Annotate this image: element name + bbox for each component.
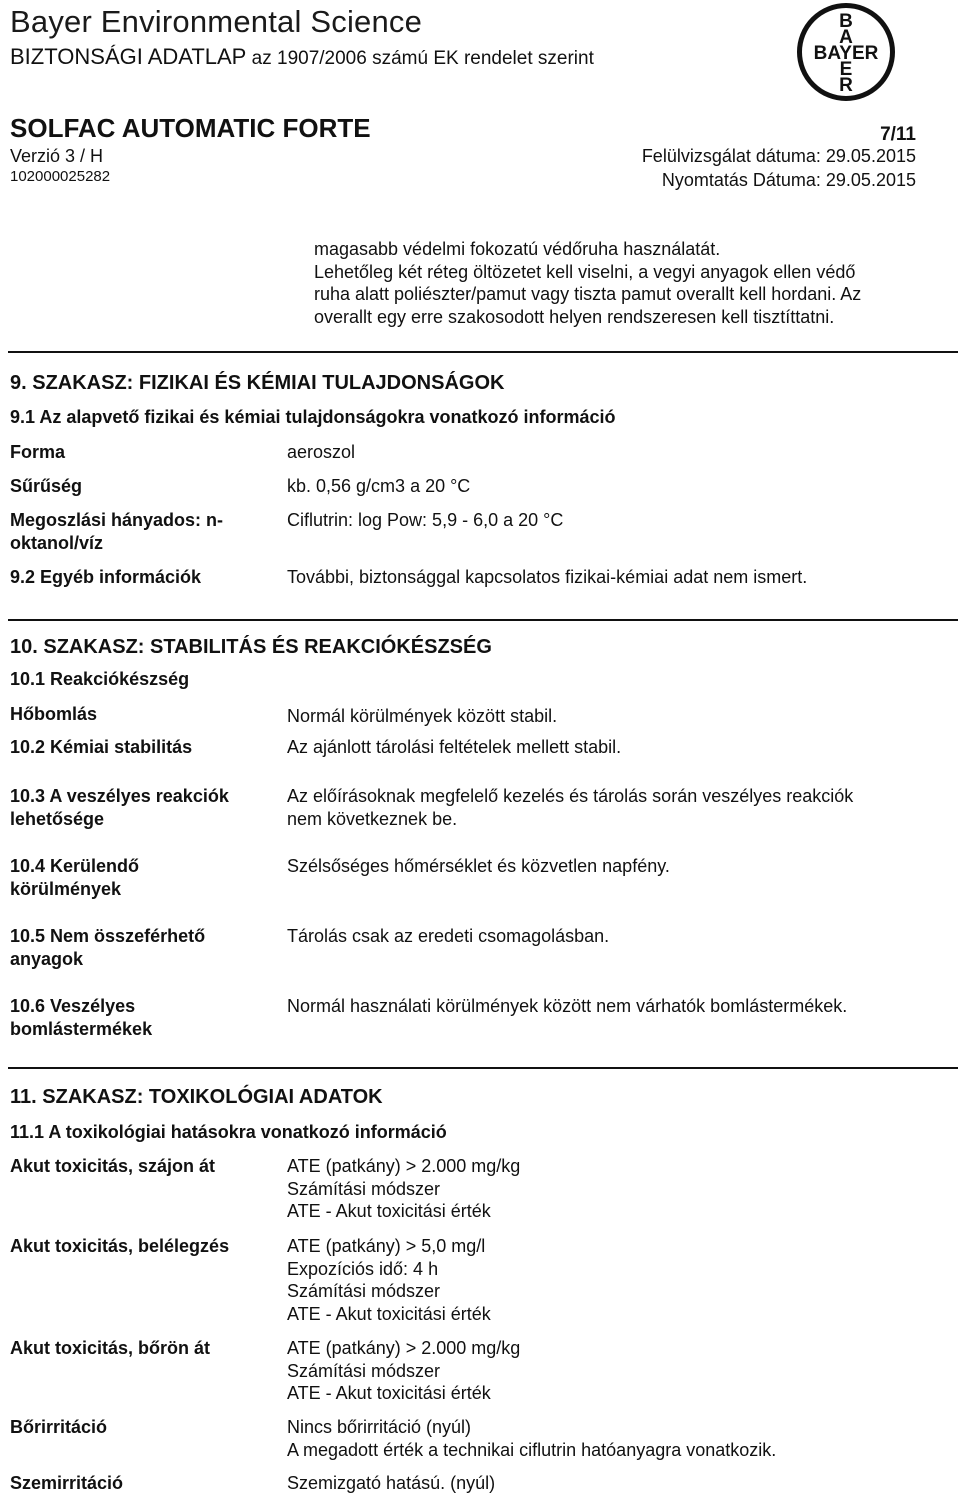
- toxicity-label-dermal: Akut toxicitás, bőrön át: [10, 1338, 211, 1358]
- value-line: Számítási módszer: [287, 1360, 441, 1381]
- value-line: ATE (patkány) > 2.000 mg/kg: [287, 1338, 521, 1358]
- stability-value-decomposition: Normál használati körülmények között nem várhatók bomlástermékek.: [287, 996, 848, 1016]
- paragraph-line: ruha alatt poliészter/pamut vagy tiszta pamut overallt kell hordani. Az: [314, 284, 862, 304]
- property-label-form: Forma: [10, 442, 66, 462]
- value-line: Számítási módszer: [287, 1281, 441, 1301]
- document-number: 102000025282: [10, 168, 111, 185]
- value-line: ATE (patkány) > 2.000 mg/kg: [287, 1156, 521, 1176]
- section-9-1-heading: 9.1 Az alapvető fizikai és kémiai tulajdonságokra vonatkozó információ: [10, 407, 616, 427]
- logo-letter-e: E: [839, 59, 853, 80]
- document-type: [10, 44, 594, 70]
- label-line: 10.5 Nem összeférhető: [10, 926, 206, 946]
- section-11-1-heading: 11.1 A toxikológiai hatásokra vonatkozó információ: [10, 1122, 447, 1142]
- value-line: Expozíciós idő: 4 h: [287, 1258, 439, 1279]
- section-9-title: 9. SZAKASZ: FIZIKAI ÉS KÉMIAI TULAJDONSÁGOK: [10, 372, 505, 394]
- paragraph-line: overallt egy erre szakosodott helyen rendszeresen kell tisztíttatni.: [314, 306, 835, 327]
- logo-letter-b: B: [839, 11, 853, 32]
- toxicity-value-eye-irritation: Szemizgató hatású. (nyúl): [287, 1473, 496, 1493]
- label-line: bomlástermékek: [10, 1018, 153, 1039]
- stability-label-incompatible: [10, 925, 205, 970]
- value-line: Az előírásoknak megfelelő kezelés és tárolás során veszélyes reakciók: [287, 786, 854, 806]
- toxicity-label-skin-irritation: Bőrirritáció: [10, 1417, 108, 1437]
- stability-value-thermal: Normál körülmények között stabil.: [287, 706, 558, 726]
- company-name: Bayer Environmental Science: [10, 4, 423, 39]
- toxicity-label-eye-irritation: Szemirritáció: [10, 1473, 124, 1493]
- value-line: ATE - Akut toxicitási érték: [287, 1383, 491, 1403]
- property-label-other-info: 9.2 Egyéb információk: [10, 567, 202, 587]
- label-line: lehetősége: [10, 808, 105, 829]
- value-line: Számítási módszer: [287, 1178, 441, 1199]
- stability-label-thermal: Hőbomlás: [10, 704, 98, 724]
- section-divider: [8, 619, 958, 621]
- toxicity-label-inhalation: Akut toxicitás, belélegzés: [10, 1236, 230, 1256]
- stability-label-chemical: 10.2 Kémiai stabilitás: [10, 737, 193, 757]
- version-label: Verzió 3 / H: [10, 146, 104, 166]
- stability-value-chemical: Az ajánlott tárolási feltételek mellett stabil.: [287, 737, 622, 757]
- stability-label-hazardous-reactions: [10, 785, 229, 830]
- section-11-title: 11. SZAKASZ: TOXIKOLÓGIAI ADATOK: [10, 1086, 383, 1108]
- property-value-partition-coefficient: Ciflutrin: log Pow: 5,9 - 6,0 a 20 °C: [287, 510, 564, 530]
- paragraph-line: Lehetőleg két réteg öltözetet kell viselni, a vegyi anyagok ellen védő: [314, 261, 856, 282]
- logo-letter-a: A: [839, 27, 853, 48]
- logo-word-bayer: BAYER: [813, 43, 879, 64]
- product-name: SOLFAC AUTOMATIC FORTE: [10, 113, 371, 143]
- label-line: Megoszlási hányados: n-: [10, 510, 224, 530]
- label-line: körülmények: [10, 878, 122, 899]
- toxicity-label-oral: Akut toxicitás, szájon át: [10, 1156, 216, 1176]
- section-10-title: 10. SZAKASZ: STABILITÁS ÉS REAKCIÓKÉSZSÉG: [10, 636, 492, 658]
- bayer-logo: [796, 2, 896, 102]
- value-line: ATE (patkány) > 5,0 mg/l: [287, 1236, 486, 1256]
- page-number: 7/11: [880, 124, 916, 145]
- toxicity-value-oral: [287, 1155, 947, 1223]
- protective-clothing-paragraph: [314, 238, 944, 328]
- value-line: ATE - Akut toxicitási érték: [287, 1303, 491, 1324]
- property-value-other-info: További, biztonsággal kapcsolatos fizikai-kémiai adat nem ismert.: [287, 567, 808, 587]
- label-line: 10.3 A veszélyes reakciók: [10, 786, 229, 806]
- property-label-partition-coefficient: [10, 509, 223, 554]
- stability-value-hazardous-reactions: [287, 785, 947, 830]
- revision-date: Felülvizsgálat dátuma: 29.05.2015: [641, 146, 916, 166]
- value-line: A megadott érték a technikai ciflutrin hatóanyagra vonatkozik.: [287, 1439, 777, 1460]
- value-line: nem következnek be.: [287, 808, 458, 829]
- stability-label-decomposition: [10, 995, 152, 1040]
- property-value-density: kb. 0,56 g/cm3 a 20 °C: [287, 476, 471, 496]
- toxicity-value-skin-irritation: [287, 1416, 947, 1461]
- label-line: oktanol/víz: [10, 532, 104, 553]
- toxicity-value-inhalation: [287, 1235, 947, 1325]
- property-label-density: Sűrűség: [10, 476, 83, 496]
- print-date: Nyomtatás Dátuma: 29.05.2015: [661, 170, 916, 190]
- section-divider: [8, 1067, 958, 1069]
- label-line: 10.4 Kerülendő: [10, 856, 140, 876]
- value-line: Nincs bőrirritáció (nyúl): [287, 1417, 472, 1437]
- value-line: ATE - Akut toxicitási érték: [287, 1201, 491, 1221]
- stability-value-conditions-to-avoid: Szélsőséges hőmérséklet és közvetlen napfény.: [287, 856, 670, 876]
- property-value-form: aeroszol: [287, 442, 356, 462]
- document-type-regulation: az 1907/2006 számú EK rendelet szerint: [246, 48, 594, 69]
- section-divider: [8, 351, 958, 353]
- paragraph-line: magasabb védelmi fokozatú védőruha használatát.: [314, 239, 721, 259]
- document-type-main: BIZTONSÁGI ADATLAP: [10, 44, 247, 69]
- stability-label-conditions-to-avoid: [10, 855, 139, 900]
- stability-value-incompatible: Tárolás csak az eredeti csomagolásban.: [287, 926, 610, 946]
- section-10-1-heading: 10.1 Reakciókészség: [10, 669, 190, 689]
- label-line: 10.6 Veszélyes: [10, 996, 136, 1016]
- label-line: anyagok: [10, 948, 84, 969]
- logo-letter-r: R: [839, 75, 853, 96]
- toxicity-value-dermal: [287, 1337, 947, 1405]
